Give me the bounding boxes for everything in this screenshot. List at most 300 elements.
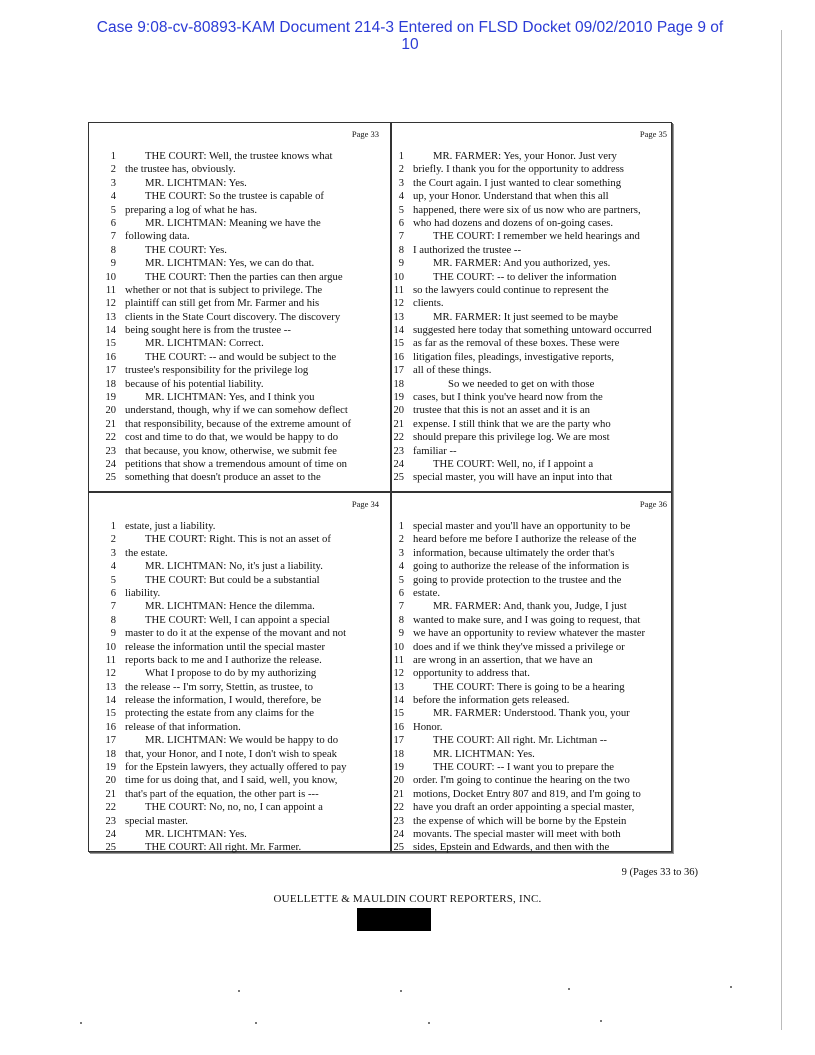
line-number: 2 (398, 164, 404, 176)
line-text: special master and you'll have an opportunity to be (413, 520, 631, 532)
transcript-line (380, 257, 670, 270)
transcript-line (92, 244, 382, 257)
line-text: should prepare this privilege log. We are most (413, 431, 610, 444)
line-text: THE COURT: Well, the trustee knows what (145, 150, 333, 162)
line-text: briefly. I thank you for the opportunity to address (413, 163, 624, 176)
scan-speck (600, 1020, 602, 1022)
line-text: have you draft an order appointing a special master, (413, 801, 635, 814)
line-number: 1 (398, 151, 404, 162)
line-number: 23 (393, 815, 404, 827)
line-text: the estate. (125, 546, 168, 559)
line-text: motions, Docket Entry 807 and 819, and I'm going to (413, 787, 641, 800)
line-text: order. I'm going to continue the hearing on the two (413, 774, 630, 787)
transcript-line (92, 654, 382, 667)
transcript-line (380, 271, 670, 284)
line-text: master to do it at the expense of the movant and not (125, 627, 347, 640)
line-number: 9 (110, 628, 116, 640)
transcript-line (92, 681, 382, 694)
transcript-line (380, 600, 670, 613)
line-text: MR. LICHTMAN: We would be happy to do (145, 734, 339, 747)
line-number: 10 (393, 271, 404, 283)
transcript-line (92, 431, 382, 444)
line-number: 4 (110, 561, 116, 573)
line-number: 8 (398, 614, 404, 626)
scan-speck (400, 990, 402, 992)
line-text: MR. LICHTMAN: Yes. (433, 747, 535, 760)
transcript-line (380, 520, 670, 533)
line-number: 10 (105, 641, 116, 653)
line-text: heard before me before I authorize the release of the (413, 533, 637, 546)
line-text: THE COURT: Then the parties can then argue (145, 270, 343, 283)
line-number: 11 (393, 654, 404, 666)
line-text: whether or not that is subject to privilege. The (125, 283, 323, 296)
scan-speck (255, 1022, 257, 1024)
transcript-line (92, 297, 382, 310)
line-text: time for us doing that, and I said, well, you know, (125, 774, 338, 787)
line-text: MR. LICHTMAN: Yes, we can do that. (145, 257, 315, 270)
page-number: Page 34 (351, 499, 379, 509)
line-number: 25 (393, 842, 404, 854)
line-number: 18 (393, 378, 404, 390)
line-number: 23 (105, 815, 116, 827)
transcript-page-36 (380, 494, 670, 854)
transcript-line (92, 801, 382, 814)
line-number: 8 (110, 244, 116, 256)
transcript-line (92, 163, 382, 176)
transcript-line (380, 404, 670, 417)
line-number: 7 (398, 601, 404, 613)
transcript-line (380, 681, 670, 694)
transcript-line (92, 324, 382, 337)
line-number: 4 (398, 561, 404, 573)
line-number: 15 (393, 708, 404, 720)
line-text: being sought here is from the trustee -- (125, 324, 291, 337)
transcript-line (380, 761, 670, 774)
line-number: 25 (105, 472, 116, 484)
transcript-line (380, 707, 670, 720)
line-number: 17 (105, 365, 116, 377)
line-text: because of his potential liability. (125, 377, 264, 390)
transcript-line (380, 471, 670, 484)
line-text: as far as the removal of these boxes. These were (413, 337, 620, 350)
transcript-line (380, 445, 670, 458)
transcript-line (380, 217, 670, 230)
line-number: 8 (110, 614, 116, 626)
transcript-line (380, 734, 670, 747)
line-number: 16 (393, 721, 404, 733)
transcript-line (380, 230, 670, 243)
line-number: 17 (105, 735, 116, 747)
line-number: 10 (105, 271, 116, 283)
line-text: THE COURT: But could be a substantial (145, 573, 320, 586)
line-number: 20 (393, 775, 404, 787)
line-text: MR. LICHTMAN: Correct. (145, 337, 264, 350)
line-text: MR. LICHTMAN: Yes. (145, 827, 247, 840)
line-text: cost and time to do that, we would be happy to do (125, 431, 339, 444)
transcript-line (92, 284, 382, 297)
line-text: so the lawyers could continue to represent the (413, 283, 609, 296)
transcript-page-34 (92, 494, 382, 854)
line-text: opportunity to address that. (413, 667, 530, 680)
line-text: are wrong in an assertion, that we have an (413, 653, 593, 666)
line-number: 2 (398, 534, 404, 546)
line-number: 6 (398, 587, 404, 599)
transcript-line (92, 614, 382, 627)
line-number: 14 (105, 695, 116, 707)
transcript-line (92, 641, 382, 654)
line-text: THE COURT: There is going to be a hearing (433, 680, 625, 693)
line-text: cases, but I think you've heard now from the (413, 391, 603, 404)
transcript-line (92, 418, 382, 431)
transcript-line (380, 284, 670, 297)
line-text: THE COURT: Yes. (145, 243, 227, 256)
line-text: MR. LICHTMAN: Yes, and I think you (145, 391, 315, 404)
transcript-line (92, 271, 382, 284)
line-text: we have an opportunity to review whatever the master (413, 627, 646, 640)
line-text: protecting the estate from any claims for the (125, 707, 315, 720)
line-text: something that doesn't produce an asset to the (125, 471, 321, 484)
line-number: 17 (393, 735, 404, 747)
line-text: the release -- I'm sorry, Stettin, as trustee, to (125, 680, 313, 693)
transcript-lines (380, 520, 670, 854)
transcript-line (92, 458, 382, 471)
transcript-line (380, 694, 670, 707)
line-number: 13 (105, 311, 116, 323)
line-text: reports back to me and I authorize the release. (125, 653, 322, 666)
transcript-lines (92, 520, 382, 854)
line-number: 13 (393, 311, 404, 323)
line-number: 10 (393, 641, 404, 653)
line-number: 23 (105, 445, 116, 457)
line-number: 13 (393, 681, 404, 693)
line-number: 1 (398, 521, 404, 532)
line-text: who had dozens and dozens of on-going cases. (413, 216, 614, 229)
transcript-line (380, 641, 670, 654)
line-number: 19 (393, 392, 404, 404)
line-number: 2 (110, 164, 116, 176)
line-text: clients in the State Court discovery. The discovery (125, 310, 341, 323)
transcript-line (380, 587, 670, 600)
line-number: 18 (105, 748, 116, 760)
line-text: So we needed to get on with those (448, 377, 595, 390)
transcript-line (380, 337, 670, 350)
line-text: expense. I still think that we are the party who (413, 417, 611, 430)
line-number: 13 (105, 681, 116, 693)
line-text: familiar -- (413, 444, 457, 457)
line-number: 11 (105, 654, 116, 666)
line-number: 4 (110, 191, 116, 203)
transcript-line (92, 815, 382, 828)
line-number: 14 (393, 695, 404, 707)
line-number: 11 (393, 284, 404, 296)
line-text: THE COURT: -- and would be subject to the (145, 350, 337, 363)
line-number: 20 (393, 405, 404, 417)
transcript-line (380, 533, 670, 546)
line-number: 1 (110, 151, 116, 162)
line-text: THE COURT: Right. This is not an asset of (145, 533, 331, 546)
transcript-line (380, 163, 670, 176)
transcript-line (380, 654, 670, 667)
line-text: MR. FARMER: Yes, your Honor. Just very (433, 150, 617, 162)
reporter-name: OUELLETTE & MAULDIN COURT REPORTERS, INC. (273, 893, 542, 905)
transcript-line (92, 721, 382, 734)
line-text: What I propose to do by my authorizing (145, 667, 317, 680)
line-number: 21 (105, 418, 116, 430)
line-text: understand, though, why if we can somehow deflect (125, 404, 348, 417)
line-text: THE COURT: -- to deliver the information (433, 270, 617, 283)
line-text: trustee that this is not an asset and it is an (413, 404, 590, 417)
line-text: for the Epstein lawyers, they actually offered to pay (125, 761, 347, 774)
line-text: THE COURT: All right. Mr. Lichtman -- (433, 734, 607, 747)
line-text: MR. FARMER: And you authorized, yes. (433, 257, 611, 270)
transcript-line (92, 520, 382, 533)
transcript-line (92, 788, 382, 801)
transcript-line (380, 614, 670, 627)
transcript-line (380, 815, 670, 828)
transcript-line (92, 574, 382, 587)
transcript-line (380, 667, 670, 680)
line-number: 23 (393, 445, 404, 457)
transcript-line (380, 244, 670, 257)
transcript-line (380, 204, 670, 217)
line-number: 21 (393, 788, 404, 800)
transcript-page-35 (380, 124, 670, 484)
transcript-line (92, 471, 382, 484)
line-number: 20 (105, 775, 116, 787)
line-text: MR. FARMER: And, thank you, Judge, I just (433, 600, 627, 613)
page-number: Page 35 (639, 129, 667, 139)
transcript-line (92, 841, 382, 854)
transcript-line (92, 177, 382, 190)
transcript-line (380, 801, 670, 814)
line-text: following data. (125, 230, 190, 243)
transcript-line (92, 391, 382, 404)
transcript-line (92, 190, 382, 203)
line-number: 14 (393, 325, 404, 337)
line-number: 2 (110, 534, 116, 546)
line-number: 16 (393, 351, 404, 363)
transcript-line (92, 217, 382, 230)
transcript-line (92, 627, 382, 640)
line-number: 8 (398, 244, 404, 256)
transcript-lines (92, 150, 382, 484)
line-text: I authorized the trustee -- (413, 243, 522, 256)
line-text: wanted to make sure, and I was going to request, that (413, 613, 641, 626)
line-number: 4 (398, 191, 404, 203)
line-number: 15 (105, 708, 116, 720)
transcript-line (380, 364, 670, 377)
transcript-line (92, 587, 382, 600)
line-text: happened, there were six of us now who are partners, (413, 203, 641, 216)
transcript-line (380, 458, 670, 471)
line-number: 12 (393, 298, 404, 310)
line-number: 24 (393, 828, 404, 840)
transcript-line (92, 337, 382, 350)
line-text: MR. LICHTMAN: No, it's just a liability. (145, 560, 323, 573)
docket-header (60, 19, 760, 53)
transcript-line (92, 150, 382, 163)
line-number: 16 (105, 721, 116, 733)
transcript-line (92, 230, 382, 243)
transcript-line (92, 694, 382, 707)
line-number: 6 (398, 217, 404, 229)
scan-speck (428, 1022, 430, 1024)
line-text: preparing a log of what he has. (125, 203, 258, 216)
line-number: 9 (398, 628, 404, 640)
line-text: all of these things. (413, 364, 492, 377)
line-text: THE COURT: All right. Mr. Farmer. (145, 841, 302, 854)
transcript-line (380, 177, 670, 190)
line-number: 25 (393, 472, 404, 484)
line-number: 18 (105, 378, 116, 390)
scan-speck (238, 990, 240, 992)
line-text: MR. LICHTMAN: Meaning we have the (145, 216, 321, 229)
line-text: that because, you know, otherwise, we submit fee (125, 444, 337, 457)
transcript-line (380, 841, 670, 854)
line-text: that responsibility, because of the extreme amount of (125, 417, 352, 430)
line-number: 7 (110, 601, 116, 613)
line-number: 24 (105, 828, 116, 840)
line-text: special master, you will have an input into that (413, 471, 613, 484)
line-text: the trustee has, obviously. (125, 163, 236, 176)
transcript-line (92, 533, 382, 546)
line-number: 3 (398, 547, 404, 559)
line-text: before the information gets released. (413, 694, 570, 707)
transcript-line (92, 311, 382, 324)
line-text: petitions that show a tremendous amount of time on (125, 457, 348, 470)
line-number: 6 (110, 587, 116, 599)
line-text: MR. LICHTMAN: Hence the dilemma. (145, 600, 315, 613)
line-text: release the information, I would, therefore, be (125, 694, 322, 707)
line-text: the expense of which will be borne by the Epstein (413, 814, 627, 827)
transcript-line (380, 297, 670, 310)
transcript-line (92, 404, 382, 417)
line-text: up, your Honor. Understand that when this all (413, 190, 609, 203)
transcript-lines (380, 150, 670, 484)
line-text: suggested here today that something untoward occurred (413, 324, 652, 337)
transcript-line (92, 734, 382, 747)
line-number: 12 (393, 668, 404, 680)
line-number: 24 (105, 458, 116, 470)
line-number: 22 (393, 432, 404, 444)
transcript-line (92, 667, 382, 680)
line-text: MR. LICHTMAN: Yes. (145, 176, 247, 189)
line-text: special master. (125, 814, 188, 827)
line-number: 9 (110, 258, 116, 270)
redaction-box (357, 908, 431, 931)
line-number: 11 (105, 284, 116, 296)
transcript-line (92, 761, 382, 774)
line-text: does and if we think they've missed a privilege or (413, 640, 625, 653)
transcript-line (92, 257, 382, 270)
line-number: 19 (105, 762, 116, 774)
line-text: THE COURT: I remember we held hearings and (433, 230, 640, 243)
line-text: THE COURT: So the trustee is capable of (145, 190, 324, 203)
line-number: 19 (105, 392, 116, 404)
line-number: 6 (110, 217, 116, 229)
line-number: 25 (105, 842, 116, 854)
line-text: THE COURT: No, no, no, I can appoint a (145, 801, 323, 814)
line-number: 21 (105, 788, 116, 800)
line-text: estate, just a liability. (125, 520, 216, 532)
line-text: going to authorize the release of the information is (413, 560, 630, 573)
transcript-page-33 (92, 124, 382, 484)
transcript-line (92, 828, 382, 841)
transcript-line (92, 364, 382, 377)
line-number: 14 (105, 325, 116, 337)
transcript-line (92, 600, 382, 613)
line-number: 12 (105, 668, 116, 680)
line-number: 5 (398, 204, 404, 216)
transcript-line (380, 788, 670, 801)
transcript-line (92, 748, 382, 761)
transcript-line (380, 378, 670, 391)
line-text: that, your Honor, and I note, I don't wish to speak (125, 747, 337, 760)
line-text: trustee's responsibility for the privilege log (125, 364, 309, 377)
line-number: 16 (105, 351, 116, 363)
transcript-line (380, 627, 670, 640)
transcript-line (380, 324, 670, 337)
transcript-line (380, 418, 670, 431)
line-text: movants. The special master will meet with both (413, 827, 621, 840)
scan-speck (80, 1022, 82, 1024)
transcript-line (380, 547, 670, 560)
line-number: 20 (105, 405, 116, 417)
line-number: 7 (110, 231, 116, 243)
line-number: 9 (398, 258, 404, 270)
line-text: estate. (413, 586, 441, 599)
row-divider (88, 491, 672, 493)
line-text: litigation files, pleadings, investigative reports, (413, 350, 614, 363)
line-number: 7 (398, 231, 404, 243)
line-number: 3 (110, 547, 116, 559)
line-text: sides, Epstein and Edwards, and then with the (413, 841, 610, 854)
docket-header-line2: 10 (401, 36, 419, 53)
scan-edge-line (781, 30, 782, 1030)
scan-speck (730, 986, 732, 988)
transcript-line (380, 351, 670, 364)
line-text: liability. (125, 586, 161, 599)
line-number: 5 (110, 574, 116, 586)
transcript-line (92, 547, 382, 560)
transcript-line (92, 204, 382, 217)
line-text: THE COURT: Well, I can appoint a special (145, 613, 330, 626)
line-text: release of that information. (125, 720, 241, 733)
line-text: clients. (413, 297, 444, 310)
line-text: information, because ultimately the order that's (413, 546, 615, 559)
line-text: MR. FARMER: Understood. Thank you, your (433, 707, 630, 720)
line-text: THE COURT: Well, no, if I appoint a (433, 457, 594, 470)
transcript-line (92, 351, 382, 364)
transcript-line (92, 560, 382, 573)
transcript-line (380, 574, 670, 587)
transcript-line (92, 445, 382, 458)
page-number: Page 33 (351, 129, 379, 139)
transcript-line (380, 311, 670, 324)
line-number: 22 (105, 432, 116, 444)
transcript-line (380, 190, 670, 203)
line-text: Honor. (413, 720, 443, 733)
transcript-line (380, 748, 670, 761)
transcript-line (380, 150, 670, 163)
page-number: Page 36 (639, 499, 667, 509)
transcript-line (92, 378, 382, 391)
page-count: 9 (Pages 33 to 36) (621, 867, 698, 878)
line-number: 1 (110, 521, 116, 532)
docket-header-line1: Case 9:08-cv-80893-KAM Document 214-3 Entered on FLSD Docket 09/02/2010 Page 9 of (96, 19, 724, 36)
transcript-line (380, 828, 670, 841)
scan-speck (568, 988, 570, 990)
